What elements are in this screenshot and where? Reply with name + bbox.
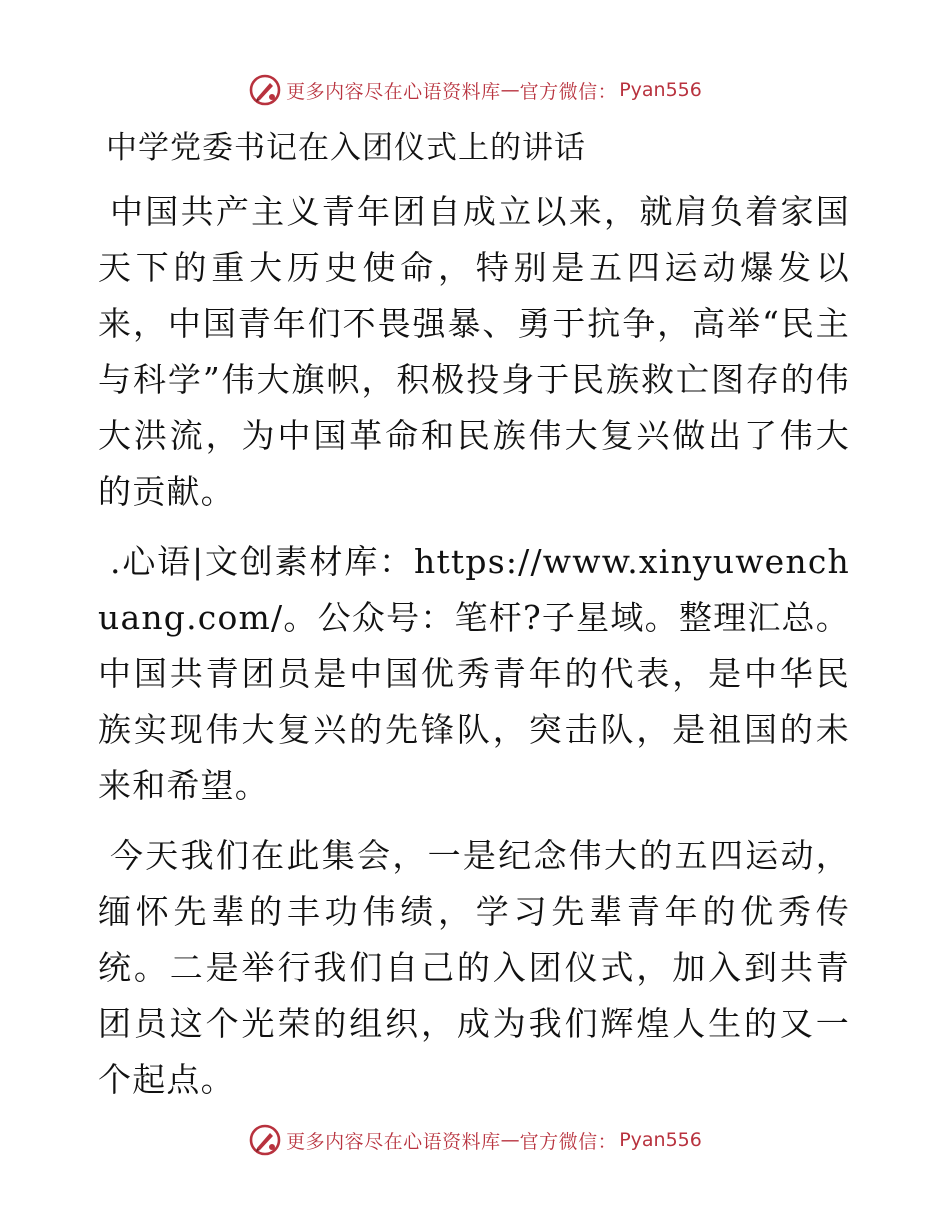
pen-logo-icon (248, 73, 282, 107)
banner-text: 更多内容尽在心语资料库 (286, 80, 501, 103)
banner-wechat-label: 官方微信： (519, 80, 618, 103)
footer-banner (0, 1118, 950, 1162)
pen-logo-icon (248, 1123, 282, 1157)
banner-separator: — (500, 79, 520, 101)
header-banner (0, 68, 950, 112)
footer-banner-wechat-id: Pyan556 (619, 1129, 702, 1151)
paragraph-3: 今天我们在此集会，一是纪念伟大的五四运动，缅怀先辈的丰功伟绩，学习先辈青年的优秀传统。二是举行我们自己的入团仪式，加入到共青团员这个光荣的组织，成为我们辉煌人生的又一个起点。 (98, 836, 850, 1099)
footer-banner-separator: — (500, 1129, 520, 1151)
document-body (98, 120, 850, 1122)
footer-banner-wechat-label: 官方微信： (519, 1130, 618, 1153)
banner-wechat-id: Pyan556 (619, 79, 702, 101)
paragraph-1: 中国共产主义青年团自成立以来，就肩负着家国天下的重大历史使命，特别是五四运动爆发以来，中国青年们不畏强暴、勇于抗争，高举“民主与科学”伟大旗帜，积极投身于民族救亡图存的伟大洪流，为中国革命和民族伟大复兴做出了伟大的贡献。 (98, 192, 850, 511)
footer-banner-text: 更多内容尽在心语资料库 (286, 1130, 501, 1153)
paragraph-2: .心语|文创素材库：https://www.xinyuwenchuang.com/。公众号：笔杆?子星域。整理汇总。中国共青团员是中国优秀青年的代表，是中华民族实现伟大复兴的先锋队，突击队，是祖国的未来和希望。 (98, 542, 850, 805)
page-title: 中学党委书记在入团仪式上的讲话 (106, 130, 586, 166)
